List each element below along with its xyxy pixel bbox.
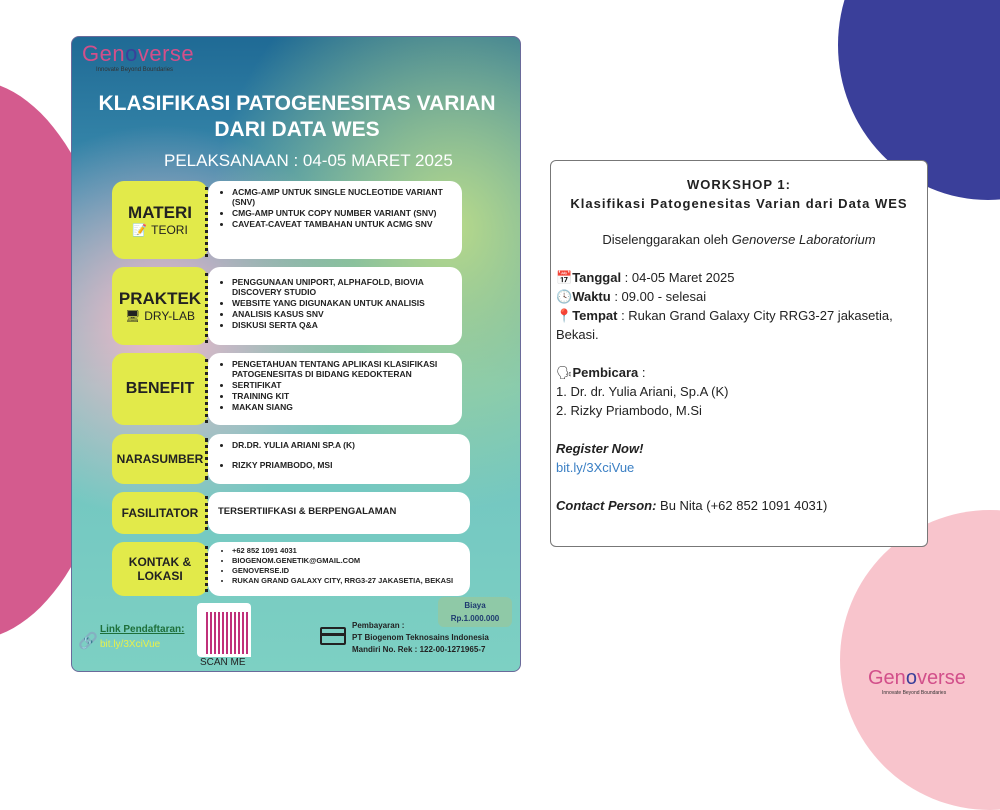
materi-box — [208, 181, 462, 259]
narasumber-label: NARASUMBER — [112, 434, 208, 484]
credit-card-icon — [320, 627, 346, 645]
calendar-icon: 📅 — [556, 270, 573, 285]
register-label: Register Now! — [556, 441, 644, 456]
list-item: • ACMG-AMP UNTUK SINGLE NUCLEOTIDE VARIANT (SNV) — [232, 187, 452, 207]
list-item: • CAVEAT-CAVEAT TAMBAHAN UNTUK ACMG SNV — [232, 219, 452, 229]
benefit-box — [208, 353, 462, 425]
list-item: • TRAINING KIT — [232, 391, 452, 401]
list-item: • PENGGUNAAN UNIPORT, ALPHAFOLD, BIOVIA DISCOVERY STUDIO — [232, 277, 452, 297]
link-icon: 🔗 — [78, 633, 98, 650]
decorative-lightpink-blob — [840, 510, 1000, 810]
footer-logo: Genoverse — [868, 667, 966, 689]
speaker-item: 1. Dr. dr. Yulia Ariani, Sp.A (K) — [556, 384, 729, 399]
list-item: • RUKAN GRAND GALAXY CITY, RRG3-27 JAKASETIA, BEKASI — [232, 576, 460, 585]
computer-icon: 🖥 — [125, 309, 141, 323]
list-item: • ANALISIS KASUS SNV — [232, 309, 452, 319]
praktek-sub: 🖥 DRY-LAB — [125, 309, 195, 323]
scan-me-label: SCAN ME — [200, 657, 246, 668]
list-item: • CMG-AMP UNTUK COPY NUMBER VARIANT (SNV) — [232, 208, 452, 218]
fasilitator-label: FASILITATOR — [112, 492, 208, 534]
payment-name: PT Biogenom Teknosains Indonesia — [352, 633, 489, 642]
praktek-box — [208, 267, 462, 345]
registration-link[interactable]: bit.ly/3XciVue — [100, 639, 161, 650]
place-line: 📍Tempat : Rukan Grand Galaxy City RRG3-27 jakasetia, Bekasi. — [556, 308, 893, 342]
praktek-label: PRAKTEK 🖥 DRY-LAB — [112, 267, 208, 345]
clock-icon: 🕓 — [556, 289, 573, 304]
organizer-line: Diselenggarakan oleh Genoverse Laboratorium — [602, 232, 876, 247]
poster-date: PELAKSANAAN : 04-05 MARET 2025 — [164, 151, 453, 170]
narasumber-box — [208, 434, 470, 484]
date-line: 📅Tanggal : 04-05 Maret 2025 — [556, 270, 735, 285]
list-item: • DR.DR. YULIA ARIANI SP.A (K) — [232, 440, 460, 450]
time-line: 🕓Waktu : 09.00 - selesai — [556, 289, 707, 304]
register-link[interactable]: bit.ly/3XciVue — [556, 460, 635, 475]
list-item: • +62 852 1091 4031 — [232, 546, 460, 555]
price-value: Rp.1.000.000 — [450, 614, 500, 623]
speaker-heading: 🗣Pembicara : — [556, 365, 646, 380]
poster-logo: Genoverse — [82, 41, 195, 66]
poster-title: KLASIFIKASI PATOGENESITAS VARIAN DARI DATA WES — [98, 92, 496, 141]
workshop-info-card — [550, 160, 928, 547]
event-poster — [71, 36, 521, 672]
list-item: • RIZKY PRIAMBODO, MSI — [232, 460, 460, 470]
list-item: • MAKAN SIANG — [232, 402, 452, 412]
contact-line: Contact Person: Bu Nita (+62 852 1091 4031) — [556, 498, 828, 513]
benefit-label: BENEFIT — [112, 353, 208, 425]
list-item: • WEBSITE YANG DIGUNAKAN UNTUK ANALISIS — [232, 298, 452, 308]
list-item: • SERTIFIKAT — [232, 380, 452, 390]
list-item: • GENOVERSE.ID — [232, 566, 460, 575]
price-label: Biaya — [464, 601, 486, 610]
list-item: • DISKUSI SERTA Q&A — [232, 320, 452, 330]
materi-label: MATERI 📝 TEORI — [112, 181, 208, 259]
registration-link-label: Link Pendaftaran: — [100, 624, 185, 635]
kontak-label: KONTAK & LOKASI — [112, 542, 208, 596]
payment-account: Mandiri No. Rek : 122-00-1271965-7 — [352, 645, 486, 654]
list-item: • PENGETAHUAN TENTANG APLIKASI KLASIFIKASI PATOGENESITAS DI BIDANG KEDOKTERAN — [232, 359, 452, 379]
speaking-head-icon: 🗣 — [556, 365, 573, 380]
document-icon: 📝 — [132, 223, 148, 237]
workshop-title: WORKSHOP 1: Klasifikasi Patogenesitas Varian dari Data WES — [570, 177, 908, 211]
payment-info — [352, 620, 489, 656]
poster-tagline: Innovate Beyond Boundaries — [96, 67, 174, 73]
footer-tagline: Innovate Beyond Boundaries — [882, 690, 947, 696]
payment-title: Pembayaran : — [352, 621, 405, 630]
materi-sub: 📝 TEORI — [132, 223, 188, 237]
fasilitator-box: TERSERTIIFKASI & BERPENGALAMAN — [208, 492, 470, 534]
pin-icon: 📍 — [556, 308, 573, 323]
speaker-item: 2. Rizky Priambodo, M.Si — [556, 403, 702, 418]
kontak-box — [208, 542, 470, 596]
qr-code[interactable] — [203, 609, 251, 657]
list-item: • BIOGENOM.GENETIK@GMAIL.COM — [232, 556, 460, 565]
